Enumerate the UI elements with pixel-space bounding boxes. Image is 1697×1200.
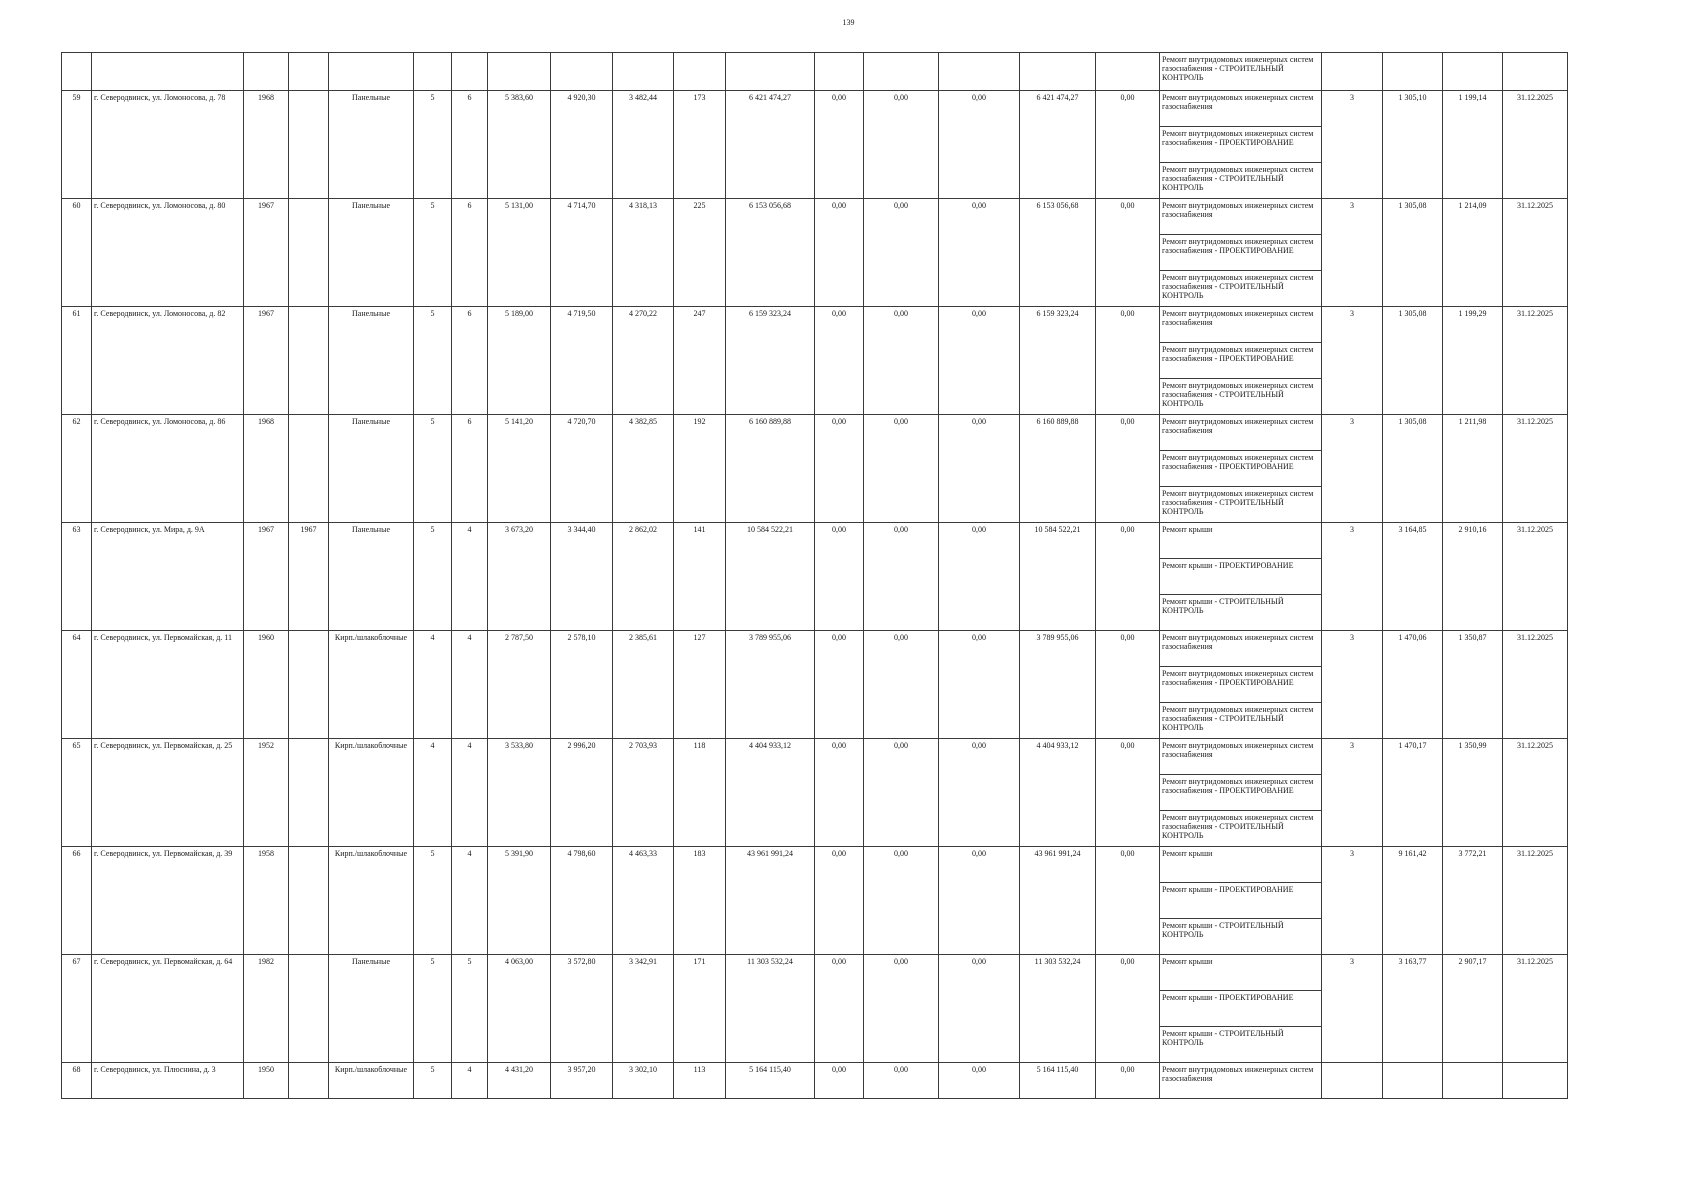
- unit-cost-limit: 1 305,10: [1383, 91, 1443, 199]
- row-number: 61: [62, 307, 92, 415]
- unit-cost-limit: 1 305,08: [1383, 307, 1443, 415]
- fund-local: 0,00: [939, 1063, 1020, 1099]
- address: г. Северодвинск, ул. Первомайская, д. 11: [92, 631, 244, 739]
- work-item: Ремонт внутридомовых инженерных систем газоснабжения: [1160, 631, 1322, 667]
- unit-cost: 1 199,29: [1443, 307, 1503, 415]
- total-area: 5 391,90: [488, 847, 551, 955]
- work-type-code: [1322, 1063, 1383, 1099]
- entrances: 5: [452, 955, 488, 1063]
- table-row: [62, 847, 1568, 883]
- empty-cell: [864, 53, 939, 91]
- fund-owners: 43 961 991,24: [1020, 847, 1096, 955]
- unit-cost-limit: 9 161,42: [1383, 847, 1443, 955]
- address: г. Северодвинск, ул. Первомайская, д. 25: [92, 739, 244, 847]
- year-reconstruction: [289, 847, 329, 955]
- fund-regional: 0,00: [864, 199, 939, 307]
- table-row: [62, 1063, 1568, 1099]
- total-cost: 6 160 889,88: [726, 415, 815, 523]
- work-item: Ремонт внутридомовых инженерных систем газоснабжения: [1160, 91, 1322, 127]
- total-area: 3 533,80: [488, 739, 551, 847]
- fund-other: 0,00: [1096, 739, 1160, 847]
- work-type-code: 3: [1322, 415, 1383, 523]
- empty-cell: [726, 53, 815, 91]
- living-area: 4 720,70: [551, 415, 613, 523]
- owned-area: 2 862,02: [613, 523, 674, 631]
- fund-federal: 0,00: [815, 523, 864, 631]
- year-reconstruction: 1967: [289, 523, 329, 631]
- table-row: [62, 631, 1568, 667]
- total-area: 5 383,60: [488, 91, 551, 199]
- floors: 5: [414, 955, 452, 1063]
- year-built: 1982: [244, 955, 289, 1063]
- fund-owners: 3 789 955,06: [1020, 631, 1096, 739]
- fund-regional: 0,00: [864, 307, 939, 415]
- table-row: [62, 199, 1568, 235]
- total-cost: 4 404 933,12: [726, 739, 815, 847]
- wall-material: Кирп./шлакоблочные: [329, 1063, 414, 1099]
- empty-cell: [1503, 53, 1568, 91]
- wall-material: Панельные: [329, 415, 414, 523]
- fund-federal: 0,00: [815, 199, 864, 307]
- living-area: 2 578,10: [551, 631, 613, 739]
- deadline: 31.12.2025: [1503, 739, 1568, 847]
- year-reconstruction: [289, 1063, 329, 1099]
- entrances: 6: [452, 415, 488, 523]
- work-type-code: 3: [1322, 847, 1383, 955]
- unit-cost-limit: 1 470,06: [1383, 631, 1443, 739]
- work-item: Ремонт внутридомовых инженерных систем газоснабжения - ПРОЕКТИРОВАНИЕ: [1160, 451, 1322, 487]
- deadline: 31.12.2025: [1503, 523, 1568, 631]
- fund-regional: 0,00: [864, 415, 939, 523]
- floors: 5: [414, 523, 452, 631]
- residents: 183: [674, 847, 726, 955]
- owned-area: 3 342,91: [613, 955, 674, 1063]
- empty-cell: [613, 53, 674, 91]
- fund-local: 0,00: [939, 415, 1020, 523]
- fund-other: 0,00: [1096, 415, 1160, 523]
- year-reconstruction: [289, 307, 329, 415]
- work-item: Ремонт крыши - ПРОЕКТИРОВАНИЕ: [1160, 883, 1322, 919]
- fund-federal: 0,00: [815, 415, 864, 523]
- floors: 5: [414, 847, 452, 955]
- work-item: Ремонт внутридомовых инженерных систем газоснабжения - СТРОИТЕЛЬНЫЙ КОНТРОЛЬ: [1160, 487, 1322, 523]
- total-cost: 3 789 955,06: [726, 631, 815, 739]
- entrances: 6: [452, 199, 488, 307]
- row-number: 62: [62, 415, 92, 523]
- floors: 5: [414, 199, 452, 307]
- living-area: 4 798,60: [551, 847, 613, 955]
- work-item: Ремонт крыши - ПРОЕКТИРОВАНИЕ: [1160, 559, 1322, 595]
- residents: 247: [674, 307, 726, 415]
- floors: 4: [414, 631, 452, 739]
- fund-federal: 0,00: [815, 955, 864, 1063]
- entrances: 6: [452, 91, 488, 199]
- table-row: [62, 307, 1568, 343]
- table: [61, 52, 1568, 1099]
- unit-cost-limit: 1 305,08: [1383, 415, 1443, 523]
- fund-other: 0,00: [1096, 523, 1160, 631]
- fund-other: 0,00: [1096, 847, 1160, 955]
- work-item: Ремонт крыши: [1160, 847, 1322, 883]
- address: г. Северодвинск, ул. Мира, д. 9А: [92, 523, 244, 631]
- floors: 5: [414, 1063, 452, 1099]
- entrances: 4: [452, 523, 488, 631]
- work-type-code: 3: [1322, 955, 1383, 1063]
- address: г. Северодвинск, ул. Ломоносова, д. 86: [92, 415, 244, 523]
- floors: 5: [414, 415, 452, 523]
- row-number: 65: [62, 739, 92, 847]
- fund-federal: 0,00: [815, 307, 864, 415]
- empty-cell: [329, 53, 414, 91]
- owned-area: 4 270,22: [613, 307, 674, 415]
- work-item: Ремонт внутридомовых инженерных систем газоснабжения: [1160, 307, 1322, 343]
- owned-area: 4 318,13: [613, 199, 674, 307]
- row-number: 66: [62, 847, 92, 955]
- empty-cell: [551, 53, 613, 91]
- owned-area: 4 463,33: [613, 847, 674, 955]
- owned-area: 2 385,61: [613, 631, 674, 739]
- fund-regional: 0,00: [864, 739, 939, 847]
- address: г. Северодвинск, ул. Первомайская, д. 64: [92, 955, 244, 1063]
- fund-local: 0,00: [939, 955, 1020, 1063]
- work-item: Ремонт внутридомовых инженерных систем газоснабжения - ПРОЕКТИРОВАНИЕ: [1160, 343, 1322, 379]
- year-reconstruction: [289, 91, 329, 199]
- work-item: Ремонт внутридомовых инженерных систем газоснабжения - СТРОИТЕЛЬНЫЙ КОНТРОЛЬ: [1160, 379, 1322, 415]
- row-number: 63: [62, 523, 92, 631]
- table-row: [62, 91, 1568, 127]
- residents: 141: [674, 523, 726, 631]
- fund-owners: 6 159 323,24: [1020, 307, 1096, 415]
- fund-owners: 6 421 474,27: [1020, 91, 1096, 199]
- deadline: 31.12.2025: [1503, 307, 1568, 415]
- fund-local: 0,00: [939, 739, 1020, 847]
- total-area: 2 787,50: [488, 631, 551, 739]
- unit-cost: 3 772,21: [1443, 847, 1503, 955]
- fund-federal: 0,00: [815, 631, 864, 739]
- fund-local: 0,00: [939, 847, 1020, 955]
- work-item: Ремонт внутридомовых инженерных систем газоснабжения - СТРОИТЕЛЬНЫЙ КОНТРОЛЬ: [1160, 163, 1322, 199]
- table-row: [62, 955, 1568, 991]
- total-cost: 10 584 522,21: [726, 523, 815, 631]
- work-type-code: 3: [1322, 739, 1383, 847]
- residents: 225: [674, 199, 726, 307]
- fund-local: 0,00: [939, 91, 1020, 199]
- fund-other: 0,00: [1096, 307, 1160, 415]
- fund-other: 0,00: [1096, 91, 1160, 199]
- total-cost: 5 164 115,40: [726, 1063, 815, 1099]
- fund-owners: 11 303 532,24: [1020, 955, 1096, 1063]
- work-item: Ремонт внутридомовых инженерных систем газоснабжения - ПРОЕКТИРОВАНИЕ: [1160, 235, 1322, 271]
- work-item: Ремонт крыши - СТРОИТЕЛЬНЫЙ КОНТРОЛЬ: [1160, 595, 1322, 631]
- fund-owners: 6 153 056,68: [1020, 199, 1096, 307]
- row-number: 67: [62, 955, 92, 1063]
- fund-local: 0,00: [939, 199, 1020, 307]
- entrances: 4: [452, 631, 488, 739]
- work-item: Ремонт внутридомовых инженерных систем газоснабжения - СТРОИТЕЛЬНЫЙ КОНТРОЛЬ: [1160, 811, 1322, 847]
- work-type-code: 3: [1322, 199, 1383, 307]
- fund-local: 0,00: [939, 631, 1020, 739]
- wall-material: Панельные: [329, 91, 414, 199]
- entrances: 4: [452, 847, 488, 955]
- empty-cell: [1322, 53, 1383, 91]
- work-item: Ремонт крыши - ПРОЕКТИРОВАНИЕ: [1160, 991, 1322, 1027]
- unit-cost-limit: [1383, 1063, 1443, 1099]
- fund-owners: 6 160 889,88: [1020, 415, 1096, 523]
- living-area: 2 996,20: [551, 739, 613, 847]
- total-area: 4 431,20: [488, 1063, 551, 1099]
- work-type-code: 3: [1322, 91, 1383, 199]
- total-cost: 6 153 056,68: [726, 199, 815, 307]
- empty-cell: [1443, 53, 1503, 91]
- wall-material: Панельные: [329, 523, 414, 631]
- year-built: 1967: [244, 307, 289, 415]
- total-area: 5 131,00: [488, 199, 551, 307]
- total-cost: 6 421 474,27: [726, 91, 815, 199]
- unit-cost-limit: 1 470,17: [1383, 739, 1443, 847]
- total-cost: 6 159 323,24: [726, 307, 815, 415]
- entrances: 4: [452, 739, 488, 847]
- fund-regional: 0,00: [864, 1063, 939, 1099]
- empty-cell: [92, 53, 244, 91]
- floors: 4: [414, 739, 452, 847]
- unit-cost-limit: 1 305,08: [1383, 199, 1443, 307]
- work-item: Ремонт крыши - СТРОИТЕЛЬНЫЙ КОНТРОЛЬ: [1160, 1027, 1322, 1063]
- deadline: 31.12.2025: [1503, 955, 1568, 1063]
- owned-area: 2 703,93: [613, 739, 674, 847]
- wall-material: Кирп./шлакоблочные: [329, 847, 414, 955]
- work-item: Ремонт внутридомовых инженерных систем газоснабжения - ПРОЕКТИРОВАНИЕ: [1160, 775, 1322, 811]
- work-item: Ремонт внутридомовых инженерных систем газоснабжения: [1160, 415, 1322, 451]
- total-area: 4 063,00: [488, 955, 551, 1063]
- fund-regional: 0,00: [864, 847, 939, 955]
- empty-cell: [815, 53, 864, 91]
- empty-cell: [488, 53, 551, 91]
- work-type-code: 3: [1322, 631, 1383, 739]
- work-item: Ремонт внутридомовых инженерных систем газоснабжения - ПРОЕКТИРОВАНИЕ: [1160, 127, 1322, 163]
- deadline: 31.12.2025: [1503, 415, 1568, 523]
- work-item: Ремонт внутридомовых инженерных систем газоснабжения: [1160, 199, 1322, 235]
- work-item: Ремонт внутридомовых инженерных систем газоснабжения: [1160, 1063, 1322, 1099]
- unit-cost: 1 199,14: [1443, 91, 1503, 199]
- residents: 127: [674, 631, 726, 739]
- fund-federal: 0,00: [815, 91, 864, 199]
- fund-other: 0,00: [1096, 955, 1160, 1063]
- year-built: 1960: [244, 631, 289, 739]
- unit-cost: 1 214,09: [1443, 199, 1503, 307]
- work-item: Ремонт внутридомовых инженерных систем газоснабжения - СТРОИТЕЛЬНЫЙ КОНТРОЛЬ: [1160, 703, 1322, 739]
- fund-other: 0,00: [1096, 1063, 1160, 1099]
- fund-regional: 0,00: [864, 523, 939, 631]
- unit-cost: 2 910,16: [1443, 523, 1503, 631]
- fund-local: 0,00: [939, 523, 1020, 631]
- wall-material: Панельные: [329, 307, 414, 415]
- work-item: Ремонт внутридомовых инженерных систем газоснабжения - СТРОИТЕЛЬНЫЙ КОНТРОЛЬ: [1160, 53, 1322, 91]
- fund-other: 0,00: [1096, 199, 1160, 307]
- empty-cell: [244, 53, 289, 91]
- entrances: 4: [452, 1063, 488, 1099]
- year-reconstruction: [289, 631, 329, 739]
- unit-cost: 1 350,87: [1443, 631, 1503, 739]
- work-item: Ремонт крыши: [1160, 523, 1322, 559]
- empty-cell: [674, 53, 726, 91]
- total-cost: 43 961 991,24: [726, 847, 815, 955]
- total-cost: 11 303 532,24: [726, 955, 815, 1063]
- work-item: Ремонт крыши: [1160, 955, 1322, 991]
- unit-cost: 1 350,99: [1443, 739, 1503, 847]
- deadline: 31.12.2025: [1503, 847, 1568, 955]
- year-reconstruction: [289, 199, 329, 307]
- living-area: 4 920,30: [551, 91, 613, 199]
- fund-regional: 0,00: [864, 955, 939, 1063]
- fund-owners: 5 164 115,40: [1020, 1063, 1096, 1099]
- unit-cost-limit: 3 163,77: [1383, 955, 1443, 1063]
- unit-cost: [1443, 1063, 1503, 1099]
- empty-cell: [1096, 53, 1160, 91]
- deadline: 31.12.2025: [1503, 631, 1568, 739]
- owned-area: 3 482,44: [613, 91, 674, 199]
- wall-material: Кирп./шлакоблочные: [329, 739, 414, 847]
- deadline: 31.12.2025: [1503, 199, 1568, 307]
- year-built: 1967: [244, 523, 289, 631]
- owned-area: 4 382,85: [613, 415, 674, 523]
- year-reconstruction: [289, 739, 329, 847]
- address: г. Северодвинск, ул. Плюснина, д. 3: [92, 1063, 244, 1099]
- table-row: [62, 53, 1568, 91]
- total-area: 5 141,20: [488, 415, 551, 523]
- fund-other: 0,00: [1096, 631, 1160, 739]
- row-number: 60: [62, 199, 92, 307]
- year-reconstruction: [289, 955, 329, 1063]
- living-area: 3 344,40: [551, 523, 613, 631]
- page-number: 139: [842, 18, 855, 27]
- living-area: 3 572,80: [551, 955, 613, 1063]
- repair-program-table: [61, 52, 1568, 1099]
- owned-area: 3 302,10: [613, 1063, 674, 1099]
- living-area: 4 719,50: [551, 307, 613, 415]
- wall-material: Панельные: [329, 199, 414, 307]
- empty-cell: [414, 53, 452, 91]
- empty-cell: [452, 53, 488, 91]
- fund-federal: 0,00: [815, 847, 864, 955]
- row-number: 64: [62, 631, 92, 739]
- residents: 192: [674, 415, 726, 523]
- residents: 171: [674, 955, 726, 1063]
- wall-material: Кирп./шлакоблочные: [329, 631, 414, 739]
- living-area: 3 957,20: [551, 1063, 613, 1099]
- year-built: 1952: [244, 739, 289, 847]
- work-item: Ремонт внутридомовых инженерных систем газоснабжения - ПРОЕКТИРОВАНИЕ: [1160, 667, 1322, 703]
- year-built: 1958: [244, 847, 289, 955]
- fund-local: 0,00: [939, 307, 1020, 415]
- unit-cost-limit: 3 164,85: [1383, 523, 1443, 631]
- fund-regional: 0,00: [864, 91, 939, 199]
- living-area: 4 714,70: [551, 199, 613, 307]
- fund-owners: 10 584 522,21: [1020, 523, 1096, 631]
- table-row: [62, 739, 1568, 775]
- year-built: 1968: [244, 91, 289, 199]
- table-row: [62, 415, 1568, 451]
- year-built: 1968: [244, 415, 289, 523]
- residents: 173: [674, 91, 726, 199]
- year-built: 1950: [244, 1063, 289, 1099]
- deadline: 31.12.2025: [1503, 91, 1568, 199]
- work-item: Ремонт внутридомовых инженерных систем газоснабжения: [1160, 739, 1322, 775]
- unit-cost: 1 211,98: [1443, 415, 1503, 523]
- floors: 5: [414, 91, 452, 199]
- work-item: Ремонт внутридомовых инженерных систем газоснабжения - СТРОИТЕЛЬНЫЙ КОНТРОЛЬ: [1160, 271, 1322, 307]
- work-type-code: 3: [1322, 307, 1383, 415]
- table-row: [62, 523, 1568, 559]
- empty-cell: [1383, 53, 1443, 91]
- fund-federal: 0,00: [815, 1063, 864, 1099]
- entrances: 6: [452, 307, 488, 415]
- fund-regional: 0,00: [864, 631, 939, 739]
- total-area: 5 189,00: [488, 307, 551, 415]
- fund-federal: 0,00: [815, 739, 864, 847]
- residents: 118: [674, 739, 726, 847]
- row-number: 59: [62, 91, 92, 199]
- work-type-code: 3: [1322, 523, 1383, 631]
- wall-material: Панельные: [329, 955, 414, 1063]
- empty-cell: [289, 53, 329, 91]
- floors: 5: [414, 307, 452, 415]
- row-number: 68: [62, 1063, 92, 1099]
- empty-cell: [939, 53, 1020, 91]
- empty-cell: [1020, 53, 1096, 91]
- year-reconstruction: [289, 415, 329, 523]
- residents: 113: [674, 1063, 726, 1099]
- address: г. Северодвинск, ул. Ломоносова, д. 82: [92, 307, 244, 415]
- work-item: Ремонт крыши - СТРОИТЕЛЬНЫЙ КОНТРОЛЬ: [1160, 919, 1322, 955]
- deadline: [1503, 1063, 1568, 1099]
- address: г. Северодвинск, ул. Первомайская, д. 39: [92, 847, 244, 955]
- address: г. Северодвинск, ул. Ломоносова, д. 78: [92, 91, 244, 199]
- empty-cell: [62, 53, 92, 91]
- year-built: 1967: [244, 199, 289, 307]
- unit-cost: 2 907,17: [1443, 955, 1503, 1063]
- fund-owners: 4 404 933,12: [1020, 739, 1096, 847]
- total-area: 3 673,20: [488, 523, 551, 631]
- address: г. Северодвинск, ул. Ломоносова, д. 80: [92, 199, 244, 307]
